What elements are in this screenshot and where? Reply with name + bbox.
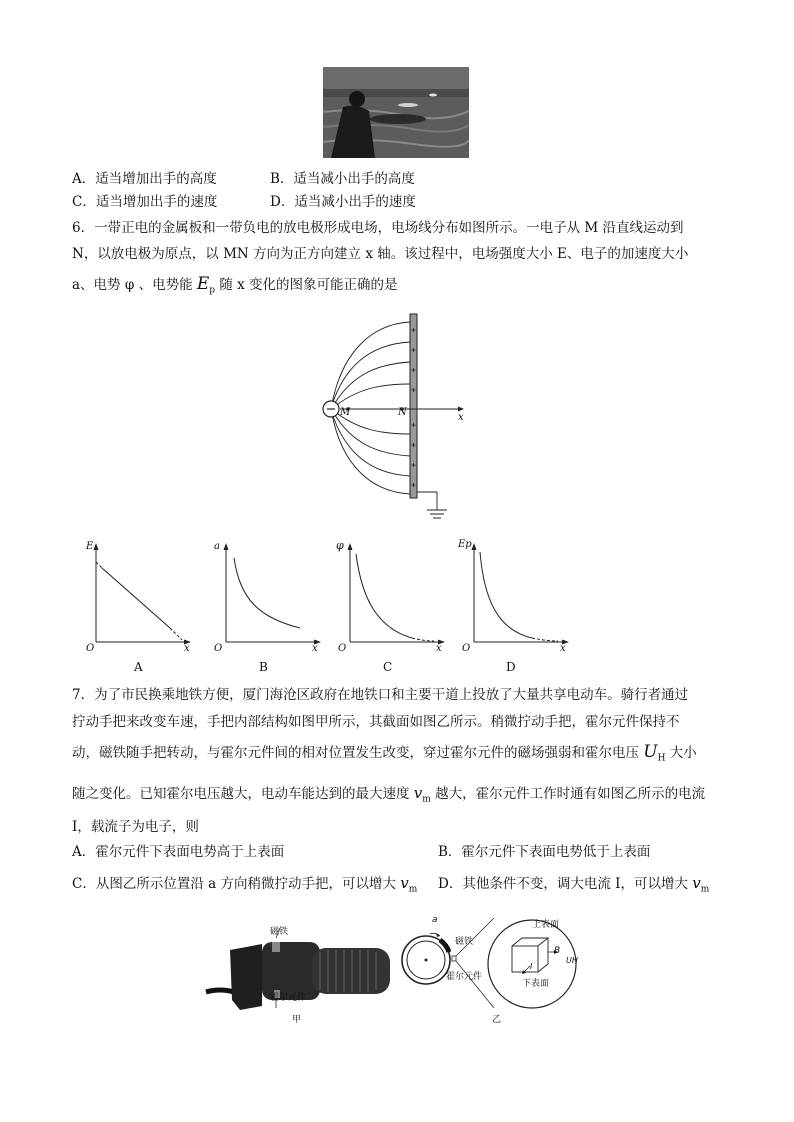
figure-yi-a-label: a [432,915,438,925]
q5-option-d: D．适当减小出手的速度 [270,194,416,210]
figure-yi-i-label: I [530,962,533,971]
figure-yi-bottom-surface: 下表面 [522,979,550,989]
figure-yi-b-label: B [554,946,561,956]
graph-b-xlabel: x [312,643,318,654]
graph-d [458,540,573,656]
q7-option-c-text: C．从图乙所示位置沿 a 方向稍微拧动手把，可以增大 [72,876,401,892]
vm-subscript: m [408,884,418,895]
q7-option-b: B．霍尔元件下表面电势低于上表面 [438,844,651,860]
graph-c-origin: O [338,643,347,654]
vm-symbol: v [413,784,423,802]
uh-symbol: U [643,742,658,762]
graph-b-origin: O [214,643,223,654]
graph-c-caption: C [383,660,393,674]
vm-symbol: v [400,874,409,892]
figure-jia-magnet-label: 磁铁 [270,927,289,937]
q5-option-c: C．适当增加出手的速度 [72,194,218,210]
graph-c-ylabel: φ [336,539,344,552]
ep-symbol: E [196,274,210,294]
label-x: x [458,412,464,423]
label-m: M [340,407,351,418]
graph-d-caption: D [506,660,516,674]
figure-yi-uh-label: UH [566,956,578,965]
q7-stem-line3-post: 大小 [665,745,697,761]
figure-yi-top-surface: 上表面 [532,920,560,930]
q5-option-a: A．适当增加出手的高度 [72,171,217,187]
graph-a [80,540,195,656]
ep-subscript: p [209,285,216,296]
q7-option-d [438,874,709,899]
graph-a-origin: O [86,643,95,654]
cross-section-figure [396,912,596,1026]
q6-stem-line2: N，以放电极为原点，以 MN 方向为正方向建立 x 轴。该过程中，电场强度大小 E、电子的加速度大小 [72,246,689,262]
vm-subscript: m [422,794,431,805]
vm-symbol: v [692,874,701,892]
figure-yi-magnet-label: 磁铁 [455,937,474,947]
q6-stem-line3-pre: a、电势 φ 、电势能 [72,277,197,293]
graph-a-caption: A [134,660,143,674]
q6-stem-line3-post: 随 x 变化的图象可能正确的是 [215,277,398,293]
graph-b-ylabel: a [214,541,220,552]
figure-yi-hall-label: 霍尔元件 [446,972,483,982]
figure-yi-caption: 乙 [492,1015,502,1025]
uh-subscript: H [657,753,666,764]
q7-stem-line3-pre: 动，磁铁随手把转动，与霍尔元件间的相对位置发生改变，穿过霍尔元件的磁场强弱和霍尔电压 [72,745,644,761]
q7-stem-line4-post: 越大，霍尔元件工作时通有如图乙所示的电流 [430,786,706,802]
q7-option-c [72,874,417,899]
figure-jia-caption: 甲 [292,1015,302,1025]
graph-c [334,540,449,656]
q5-option-b: B．适当减小出手的高度 [270,171,415,187]
graph-c-xlabel: x [436,643,442,654]
q7-option-d-text: D．其他条件不变，调大电流 I，可以增大 [438,876,693,892]
figure-jia-hall-label: 霍尔元件 [270,993,307,1003]
graph-d-xlabel: x [560,643,566,654]
graph-b-caption: B [259,660,268,674]
graph-b [210,540,325,656]
graph-d-ylabel: Ep [458,539,472,550]
q7-stem-line3 [72,743,697,768]
label-n: N [398,407,407,418]
vm-subscript: m [700,884,710,895]
q7-option-a: A．霍尔元件下表面电势高于上表面 [72,844,285,860]
graph-a-xlabel: x [184,643,190,654]
q7-stem-line1: 7．为了市民换乘地铁方便，厦门海沧区政府在地铁口和主要干道上投放了大量共享电动车。骑行者通过 [72,687,689,703]
graph-d-origin: O [462,643,471,654]
q6-stem-line3 [72,275,398,300]
q7-stem-line2: 拧动手把来改变车速，手把内部结构如图甲所示，其截面如图乙所示。稍微拧动手把，霍尔元件保持不 [72,714,680,730]
q7-stem-line5: I，载流子为电子，则 [72,819,199,835]
field-line-diagram [312,312,472,530]
graph-a-ylabel: E [86,541,94,552]
thrower-photo [323,67,469,158]
q6-stem-line1: 6．一带正电的金属板和一带负电的放电极形成电场，电场线分布如图所示。一电子从 M 沿直线运动到 [72,220,684,236]
q7-stem-line4-pre: 随之变化。已知霍尔电压越大，电动车能达到的最大速度 [72,786,414,802]
q7-stem-line4 [72,784,705,809]
